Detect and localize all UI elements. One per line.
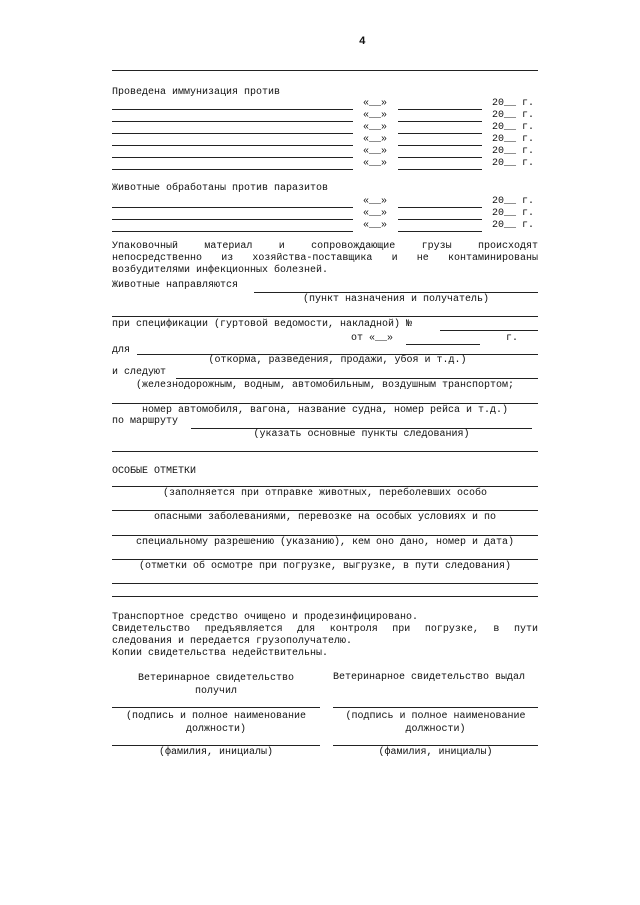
- destination-caption: (пункт назначения и получатель): [302, 294, 490, 305]
- route-field-2[interactable]: [112, 451, 538, 452]
- row-year: 20__ г.: [492, 208, 535, 219]
- row-year: 20__ г.: [492, 196, 535, 207]
- special-notes-field-3[interactable]: [112, 535, 538, 536]
- row-year: 20__ г.: [492, 146, 535, 157]
- special-notes-field-5[interactable]: [112, 583, 538, 584]
- row-year: 20__ г.: [492, 98, 535, 109]
- row-year: 20__ г.: [492, 110, 535, 121]
- destination-field[interactable]: [254, 292, 538, 293]
- received-name-caption: (фамилия, инициалы): [158, 747, 274, 758]
- row-month-field[interactable]: [398, 157, 482, 158]
- row-subject-field[interactable]: [112, 169, 353, 170]
- row-month-field[interactable]: [398, 121, 482, 122]
- packaging-line: непосредственно из хозяйства-поставщика и не контаминированы: [112, 253, 538, 264]
- received-sign-caption: [112, 710, 320, 736]
- received-title-line-2: получил: [194, 686, 237, 697]
- issued-sign-caption: [333, 710, 538, 736]
- row-date-quote: «__»: [363, 134, 388, 145]
- received-title-line-1: Ветеринарное свидетельство: [137, 673, 295, 684]
- row-date-quote: «__»: [363, 158, 388, 169]
- row-subject-field[interactable]: [112, 109, 353, 110]
- presented-line: следования и передается грузополучателю.: [112, 636, 353, 647]
- issued-sign-caption-2: должности): [405, 724, 466, 735]
- cleaned-statement: Транспортное средство очищено и продезинфицировано.: [112, 612, 419, 623]
- follow-label: и следуют: [112, 367, 167, 378]
- packaging-line: возбудителями инфекционных болезней.: [112, 265, 329, 276]
- spec-date-field[interactable]: [406, 344, 480, 345]
- row-month-field[interactable]: [398, 231, 482, 232]
- row-month-field[interactable]: [398, 207, 482, 208]
- received-sign-caption-1: (подпись и полное наименование: [125, 711, 307, 722]
- spec-year-suffix: г.: [506, 333, 519, 344]
- transport-caption: (железнодорожным, водным, автомобильным, воздушным транспортом;: [135, 380, 515, 391]
- purpose-label: для: [112, 345, 131, 356]
- special-notes-caption-2: опасными заболеваниями, перевозке на особых условиях и по: [153, 512, 497, 523]
- sent-label: Животные направляются: [112, 280, 239, 291]
- presented-line: Свидетельство предъявляется для контроля при погрузке, в пути: [112, 624, 538, 635]
- row-year: 20__ г.: [492, 122, 535, 133]
- row-date-quote: «__»: [363, 122, 388, 133]
- purpose-caption: (откорма, разведения, продажи, убоя и т.д.): [208, 355, 467, 366]
- row-subject-field[interactable]: [112, 145, 353, 146]
- row-date-quote: «__»: [363, 220, 388, 231]
- route-caption: (указать основные пункты следования): [253, 429, 470, 440]
- presented-statement: [112, 624, 538, 647]
- spec-from-label: от «__»: [351, 333, 394, 344]
- row-date-quote: «__»: [363, 208, 388, 219]
- received-sign-caption-2: должности): [185, 724, 246, 735]
- transport-field[interactable]: [176, 378, 538, 379]
- top-rule: [112, 70, 538, 71]
- row-subject-field[interactable]: [112, 133, 353, 134]
- received-name-field[interactable]: [112, 745, 320, 746]
- spec-label: при спецификации (гуртовой ведомости, накладной) №: [112, 319, 413, 330]
- copies-statement: Копии свидетельства недействительны.: [112, 648, 329, 659]
- issued-sign-caption-1: (подпись и полное наименование: [345, 711, 526, 722]
- page-number: 4: [359, 36, 366, 48]
- spec-number-field[interactable]: [440, 330, 538, 331]
- row-subject-field[interactable]: [112, 231, 353, 232]
- special-notes-caption-3: специальному разрешению (указанию), кем оно дано, номер и дата): [135, 537, 515, 548]
- parasites-title: Животные обработаны против паразитов: [112, 183, 329, 194]
- received-title: [112, 672, 320, 698]
- row-year: 20__ г.: [492, 158, 535, 169]
- row-month-field[interactable]: [398, 133, 482, 134]
- row-date-quote: «__»: [363, 146, 388, 157]
- issued-name-field[interactable]: [333, 745, 538, 746]
- row-year: 20__ г.: [492, 220, 535, 231]
- route-label: по маршруту: [112, 416, 179, 427]
- issued-signature-field[interactable]: [333, 707, 538, 708]
- row-subject-field[interactable]: [112, 207, 353, 208]
- row-date-quote: «__»: [363, 98, 388, 109]
- special-notes-caption-4: (отметки об осмотре при погрузке, выгрузке, в пути следования): [138, 561, 512, 572]
- special-notes-field-2[interactable]: [112, 510, 538, 511]
- row-subject-field[interactable]: [112, 157, 353, 158]
- row-date-quote: «__»: [363, 110, 388, 121]
- issued-name-caption: (фамилия, инициалы): [378, 747, 493, 758]
- row-month-field[interactable]: [398, 219, 482, 220]
- special-notes-field-4[interactable]: [112, 559, 538, 560]
- row-subject-field[interactable]: [112, 121, 353, 122]
- row-subject-field[interactable]: [112, 219, 353, 220]
- packaging-statement: [112, 241, 538, 276]
- packaging-line: Упаковочный материал и сопровождающие грузы происходят: [112, 241, 538, 252]
- row-date-quote: «__»: [363, 196, 388, 207]
- transport-field-2[interactable]: [112, 403, 538, 404]
- received-signature-field[interactable]: [112, 707, 320, 708]
- destination-field-2[interactable]: [112, 316, 538, 317]
- row-year: 20__ г.: [492, 134, 535, 145]
- special-notes-field-1[interactable]: [112, 486, 538, 487]
- special-notes-title: ОСОБЫЕ ОТМЕТКИ: [112, 466, 197, 477]
- immunization-title: Проведена иммунизация против: [112, 87, 281, 98]
- special-notes-caption-1: (заполняется при отправке животных, переболевших особо: [162, 488, 488, 499]
- vehicle-caption: номер автомобиля, вагона, название судна, номер рейса и т.д.): [141, 405, 509, 416]
- row-month-field[interactable]: [398, 169, 482, 170]
- row-month-field[interactable]: [398, 145, 482, 146]
- issued-title: Ветеринарное свидетельство выдал: [333, 672, 526, 683]
- special-notes-field-6[interactable]: [112, 596, 538, 597]
- row-month-field[interactable]: [398, 109, 482, 110]
